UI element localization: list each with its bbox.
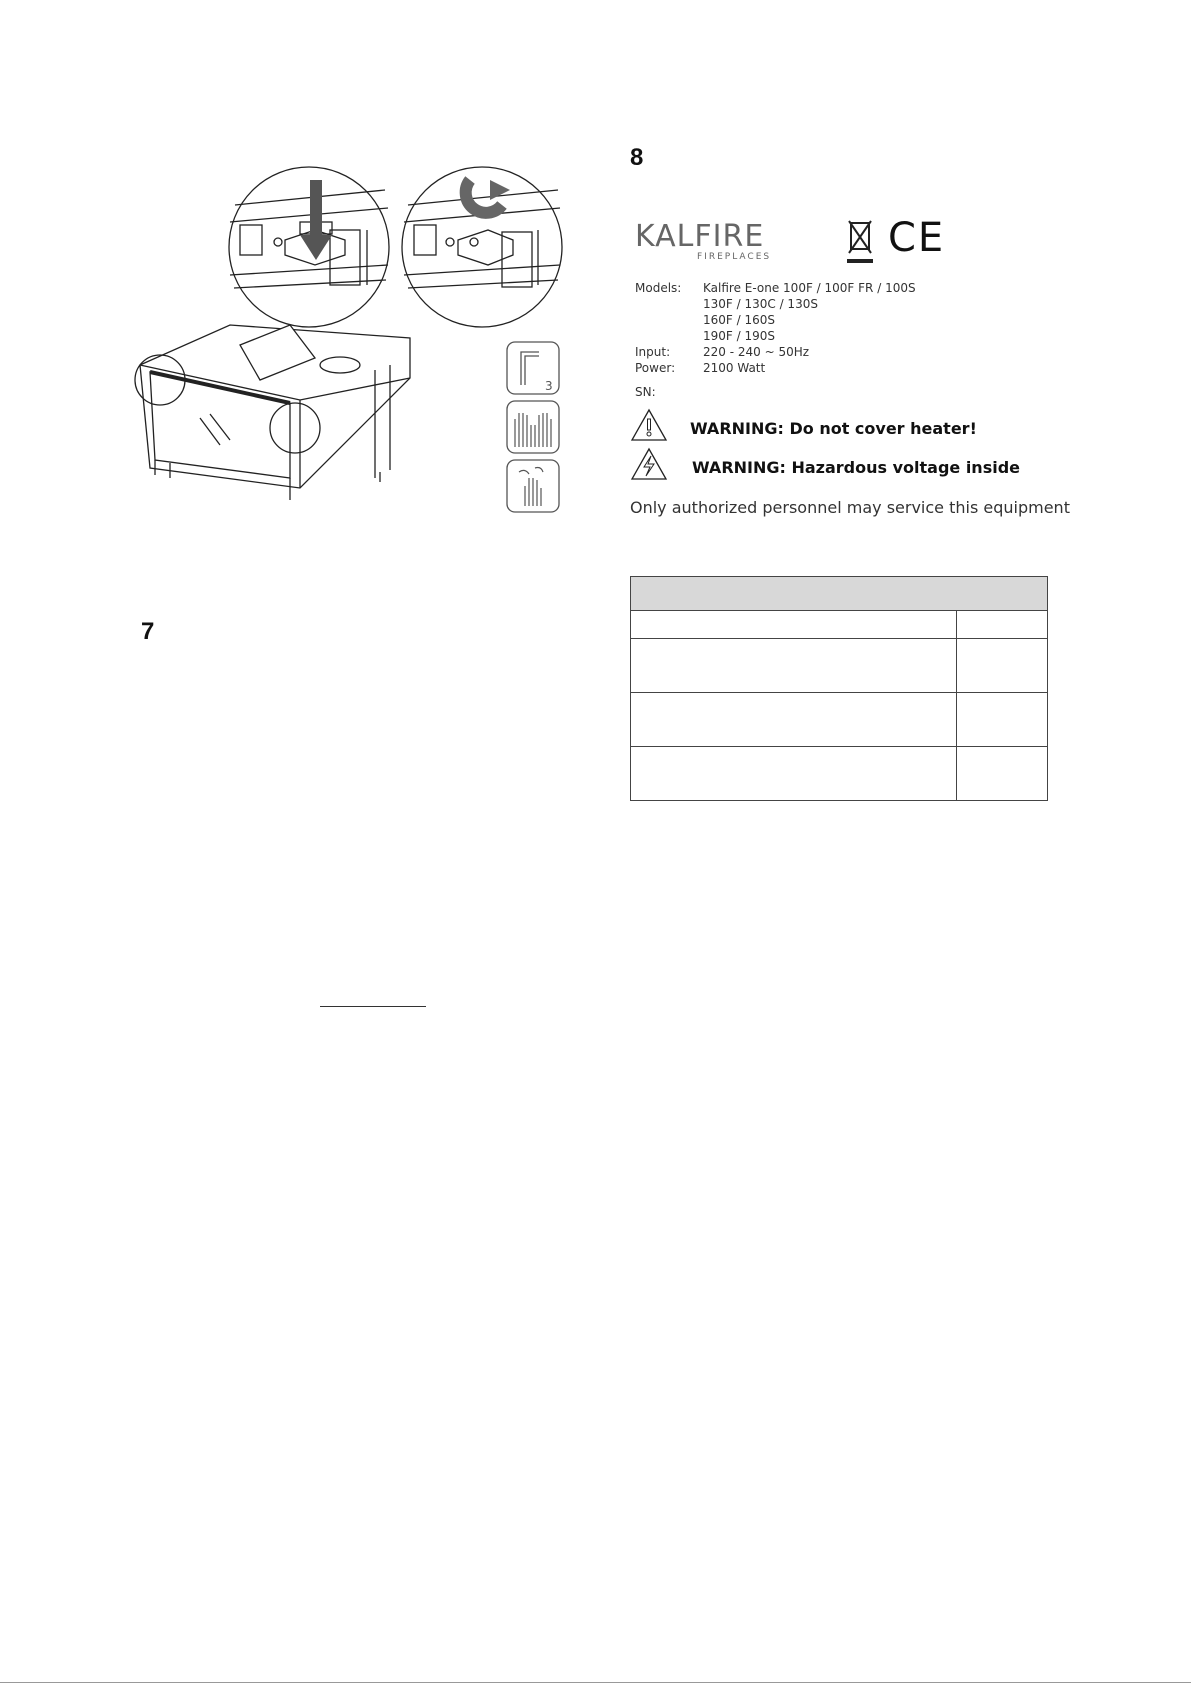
service-note: Only authorized personnel may service this equipment xyxy=(630,498,1070,517)
models-line: 160F / 160S xyxy=(703,313,775,327)
table-cell xyxy=(631,639,957,693)
table-cell xyxy=(631,693,957,747)
gloves-icon xyxy=(505,399,561,455)
models-line: Kalfire E-one 100F / 100F FR / 100S xyxy=(703,281,916,295)
specification-table xyxy=(630,576,1048,801)
brand-logo: KALFIRE FIREPLACES xyxy=(635,219,772,262)
models-line: 130F / 130C / 130S xyxy=(703,297,818,311)
table-cell xyxy=(957,611,1048,639)
svg-text:3: 3 xyxy=(545,379,553,393)
warning-hazardous-voltage: WARNING: Hazardous voltage inside xyxy=(692,458,1020,477)
warning-cover-heater: WARNING: Do not cover heater! xyxy=(690,419,977,438)
table-cell xyxy=(631,747,957,801)
divider-line xyxy=(320,1006,426,1007)
weee-bin-icon xyxy=(845,217,875,267)
table-header xyxy=(631,577,1048,611)
section-number-8: 8 xyxy=(630,144,644,171)
input-key: Input: xyxy=(635,345,671,359)
table-cell xyxy=(957,747,1048,801)
warning-exclamation-icon xyxy=(630,408,668,442)
fireplace-unit-drawing xyxy=(135,325,410,500)
input-value: 220 - 240 ~ 50Hz xyxy=(703,345,810,359)
tool-icons xyxy=(505,340,561,514)
fireplace-installation-illustration xyxy=(130,160,570,550)
page-bottom-border xyxy=(0,1682,1191,1683)
table-cell xyxy=(631,611,957,639)
models-key: Models: xyxy=(635,281,682,295)
table-cell xyxy=(957,639,1048,693)
allen-key-icon xyxy=(505,340,561,396)
detail-circle-rotate xyxy=(402,167,562,327)
warning-voltage-icon xyxy=(630,447,668,481)
clean-hands-icon xyxy=(505,458,561,514)
push-down-arrow-icon xyxy=(300,180,332,260)
power-value: 2100 Watt xyxy=(703,361,766,375)
models-line: 190F / 190S xyxy=(703,329,775,343)
ce-mark: CE xyxy=(888,215,946,261)
power-key: Power: xyxy=(635,361,676,375)
section-number-7: 7 xyxy=(141,618,155,645)
table-cell xyxy=(957,693,1048,747)
sn-key: SN: xyxy=(635,385,656,399)
